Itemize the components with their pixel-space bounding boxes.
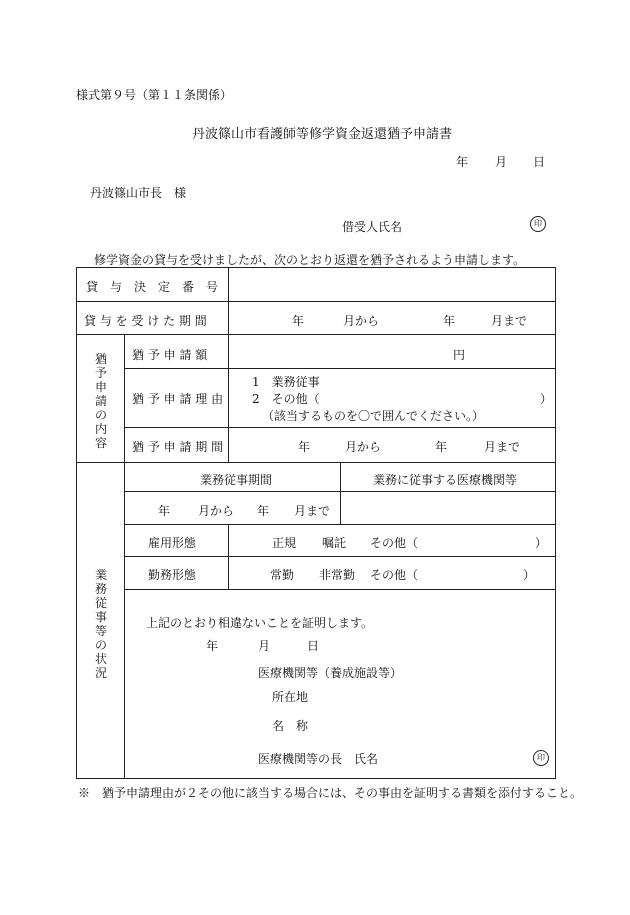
form-number: 様式第９号（第１１条関係） bbox=[76, 88, 233, 102]
head-name-label: 医療機関等の長 氏名 bbox=[258, 752, 379, 766]
deferral-reason-label: 猶 予 申 請 理 由 bbox=[132, 392, 224, 406]
deferral-period-year1: 年 bbox=[298, 440, 311, 454]
borrower-name-label: 借受人氏名 bbox=[342, 220, 403, 234]
work-period-year2: 年 bbox=[257, 504, 270, 518]
loan-number-label: 貸 与 決 定 番 号 bbox=[86, 280, 219, 294]
institution-name-label: 名 称 bbox=[272, 719, 309, 733]
employment-regular[interactable]: 正規 bbox=[272, 536, 297, 550]
reason-option-work[interactable]: 1 業務従事 bbox=[252, 375, 320, 389]
borrower-seal-icon: 印 bbox=[530, 216, 546, 232]
employment-other[interactable]: その他（ bbox=[370, 536, 419, 550]
work-style-label: 勤務形態 bbox=[148, 568, 197, 582]
loan-period-label: 貸 与 を 受 け た 期 間 bbox=[84, 314, 207, 328]
loan-period-year1: 年 bbox=[292, 314, 305, 328]
institution-type-label: 医療機関等（養成施設等） bbox=[258, 666, 403, 680]
loan-number-field[interactable] bbox=[230, 269, 554, 300]
footnote: ※ 猶予申請理由が２その他に該当する場合には、その事由を証明する書類を添付すること。 bbox=[78, 786, 583, 800]
institution-header: 業務に従事する医療機関等 bbox=[373, 473, 518, 487]
deferral-period-year2: 年 bbox=[435, 440, 448, 454]
employment-type-label: 雇用形態 bbox=[148, 536, 197, 550]
loan-period-year2: 年 bbox=[443, 314, 456, 328]
work-style-other[interactable]: その他（ bbox=[370, 568, 419, 582]
date-day: 日 bbox=[533, 155, 546, 169]
deferral-section-label: 猶 予 申 請 の 内 容 bbox=[94, 352, 107, 450]
reason-other-close: ） bbox=[540, 392, 553, 406]
certification-text: 上記のとおり相違ないことを証明します。 bbox=[146, 616, 374, 630]
deferral-amount-unit: 円 bbox=[453, 348, 466, 362]
intro-text: 修学資金の貸与を受けましたが、次のとおり返還を猶予されるよう申請します。 bbox=[94, 253, 526, 267]
employment-contract[interactable]: 嘱託 bbox=[322, 536, 347, 550]
deferral-period-month2: 月まで bbox=[484, 440, 521, 454]
loan-period-month2: 月まで bbox=[491, 314, 528, 328]
head-seal-icon: 印 bbox=[533, 750, 549, 766]
work-period-month2: 月まで bbox=[294, 504, 331, 518]
work-style-fulltime[interactable]: 常勤 bbox=[270, 568, 295, 582]
institution-field[interactable] bbox=[342, 493, 554, 523]
date-month: 月 bbox=[495, 155, 508, 169]
work-style-parttime[interactable]: 非常勤 bbox=[319, 568, 356, 582]
cert-date-day: 日 bbox=[307, 639, 320, 653]
deferral-period-label: 猶 予 申 請 期 間 bbox=[132, 440, 224, 454]
reason-note: （該当するものを〇で囲んでください。） bbox=[262, 409, 485, 423]
reason-option-other[interactable]: 2 その他（ bbox=[252, 392, 320, 406]
employment-other-close: ） bbox=[535, 536, 548, 550]
work-period-month1: 月から bbox=[198, 504, 235, 518]
cert-date-year: 年 bbox=[206, 639, 219, 653]
work-status-section-label: 業 務 従 事 等 の 状 況 bbox=[94, 568, 107, 680]
work-period-year1: 年 bbox=[158, 504, 171, 518]
work-style-other-close: ） bbox=[523, 568, 536, 582]
work-period-header: 業務従事期間 bbox=[200, 473, 273, 487]
cert-date-month: 月 bbox=[258, 639, 271, 653]
address-label: 所在地 bbox=[272, 690, 309, 704]
date-year: 年 bbox=[456, 155, 469, 169]
addressee: 丹波篠山市長 様 bbox=[90, 186, 187, 200]
document-title: 丹波篠山市看護師等修学資金返還猶予申請書 bbox=[192, 127, 453, 142]
deferral-period-month1: 月から bbox=[345, 440, 382, 454]
loan-period-month1: 月から bbox=[343, 314, 380, 328]
deferral-amount-label: 猶 予 申 請 額 bbox=[132, 348, 208, 362]
